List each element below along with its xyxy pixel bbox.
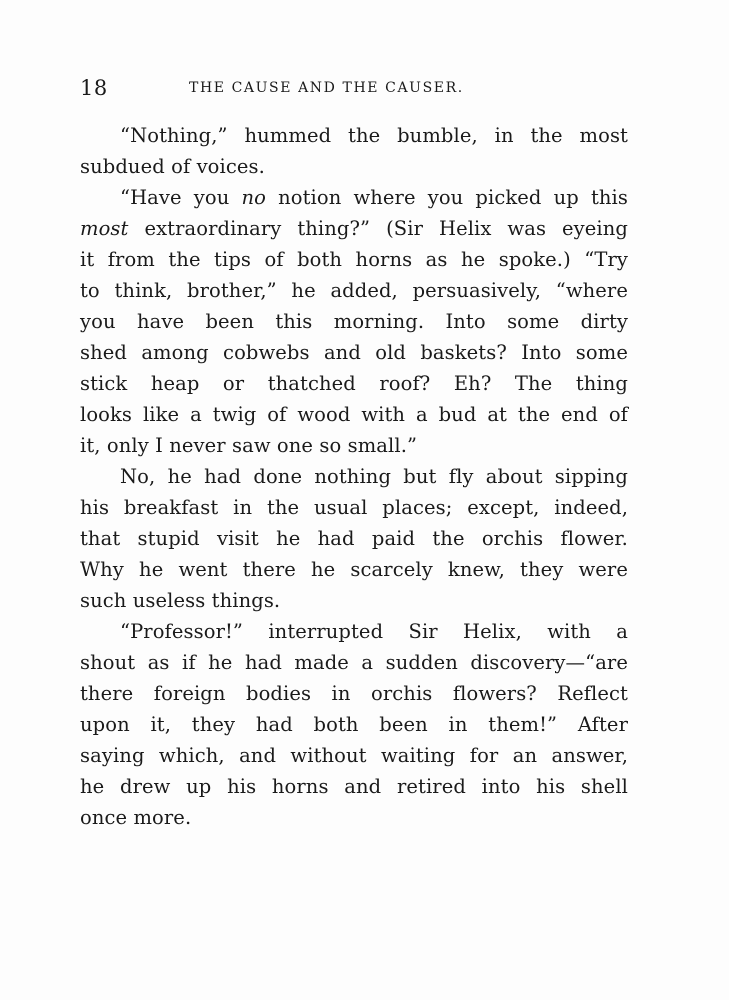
text-line: No, he had done nothing but fly about sipping	[120, 465, 628, 488]
italic-word: no	[241, 186, 266, 209]
text-line: you have been this morning. Into some dirty	[80, 310, 628, 333]
text-line: to think, brother,” he added, persuasively, “where	[80, 279, 628, 302]
text-line: “Nothing,” hummed the bumble, in the most	[120, 124, 628, 147]
text-line: stick heap or thatched roof? Eh? The thing	[80, 372, 628, 395]
text-line: most extraordinary thing?” (Sir Helix was eyeing	[80, 217, 628, 240]
text-line: there foreign bodies in orchis flowers? Reflect	[80, 682, 628, 705]
text-line: such useless things.	[80, 589, 281, 612]
text-line: upon it, they had both been in them!” After	[80, 713, 628, 736]
running-title: THE CAUSE AND THE CAUSER.	[189, 80, 464, 96]
text-line: subdued of voices.	[80, 155, 265, 178]
text-line: shout as if he had made a sudden discovery—“are	[80, 651, 628, 674]
text-line: he drew up his horns and retired into his shell	[80, 775, 628, 798]
text-line: looks like a twig of wood with a bud at the end of	[80, 403, 628, 426]
text-line: that stupid visit he had paid the orchis flower.	[80, 527, 628, 550]
page-number: 18	[80, 76, 108, 100]
text-line: it from the tips of both horns as he spoke.) “Try	[80, 248, 628, 271]
text-line: “Have you no notion where you picked up this	[120, 186, 628, 209]
text-line: saying which, and without waiting for an answer,	[80, 744, 628, 767]
italic-word: most	[80, 217, 129, 240]
text-line: shed among cobwebs and old baskets? Into some	[80, 341, 628, 364]
text-line: his breakfast in the usual places; except, indeed,	[80, 496, 628, 519]
text-line: it, only I never saw one so small.”	[80, 434, 418, 457]
running-head	[80, 76, 636, 106]
body-text	[80, 120, 628, 833]
text-line: “Professor!” interrupted Sir Helix, with a	[120, 620, 628, 643]
text-line: Why he went there he scarcely knew, they were	[80, 558, 628, 581]
text-line: once more.	[80, 806, 192, 829]
